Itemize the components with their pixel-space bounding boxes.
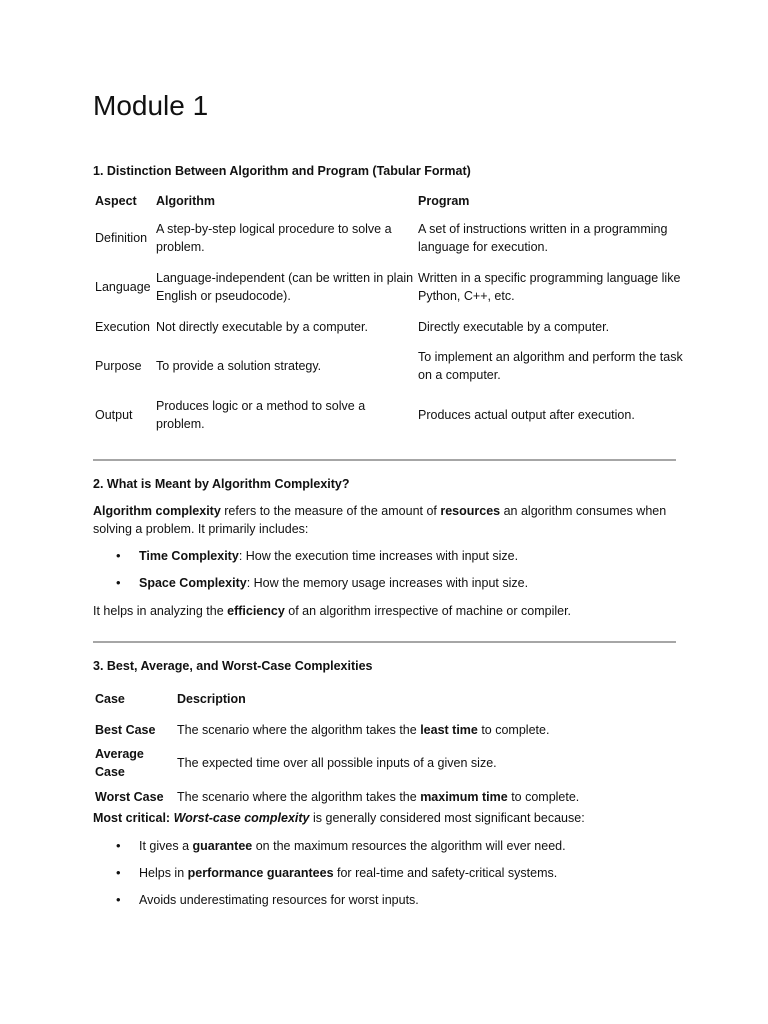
list-item-text: : How the execution time increases with input size. xyxy=(238,549,519,563)
list-item xyxy=(93,547,528,574)
table-cell-aspect: Language xyxy=(95,279,151,294)
case-description xyxy=(175,745,581,781)
paragraph-text: refers to the measure of the amount of xyxy=(220,504,441,518)
most-critical-paragraph xyxy=(93,809,668,827)
bullet-icon: • xyxy=(116,548,121,563)
table-header-row xyxy=(93,683,581,714)
bold-term: Time Complexity xyxy=(139,549,239,563)
description-text: The expected time over all possible inputs of a given size. xyxy=(177,756,497,770)
section1-heading: 1. Distinction Between Algorithm and Program (Tabular Format) xyxy=(93,164,471,178)
list-item xyxy=(93,864,566,891)
table-row xyxy=(93,214,685,262)
case-name: Average Case xyxy=(95,747,144,779)
table-cell-program: Written in a specific programming language like Python, C++, etc. xyxy=(418,270,681,303)
bold-term: Algorithm complexity xyxy=(93,504,221,518)
cases-table xyxy=(93,683,581,812)
table-cell-program: Directly executable by a computer. xyxy=(418,319,610,334)
description-text: The scenario where the algorithm takes the xyxy=(177,722,421,737)
section2-heading: 2. What is Meant by Algorithm Complexity? xyxy=(93,477,350,491)
bullet-icon: • xyxy=(116,865,121,880)
complexity-definition-paragraph xyxy=(93,502,668,538)
paragraph-text: an algorithm consumes when solving a problem. It primarily includes: xyxy=(93,504,667,536)
bold-term: maximum time xyxy=(420,789,508,804)
section-divider xyxy=(93,459,676,461)
list-item-text: Helps in xyxy=(139,866,188,880)
bold-term: least time xyxy=(420,722,478,737)
column-header-case: Case xyxy=(95,691,125,706)
page-title: Module 1 xyxy=(93,90,209,121)
description-text: The scenario where the algorithm takes the xyxy=(177,789,421,804)
list-item xyxy=(93,891,566,918)
table-cell-aspect: Output xyxy=(95,407,133,422)
list-item-text: : How the memory usage increases with input size. xyxy=(246,576,529,590)
section3-heading: 3. Best, Average, and Worst-Case Complexities xyxy=(93,659,373,673)
description-text: to complete. xyxy=(477,722,550,737)
list-item-text: on the maximum resources the algorithm will ever need. xyxy=(252,839,566,853)
paragraph-text: It helps in analyzing the xyxy=(93,604,228,618)
worst-case-reasons-list xyxy=(93,837,566,918)
paragraph-text: is generally considered most significant because: xyxy=(309,811,585,825)
column-header-description: Description xyxy=(177,691,246,706)
table-row xyxy=(93,781,581,812)
table-cell-aspect: Purpose xyxy=(95,359,142,373)
table-cell-program: To implement an algorithm and perform the task on a computer. xyxy=(418,350,683,382)
comparison-table xyxy=(93,188,685,439)
bold-term: guarantee xyxy=(192,839,253,853)
table-cell-program: A set of instructions written in a programming language for execution. xyxy=(418,222,668,254)
list-item-text: for real-time and safety-critical systems. xyxy=(333,866,558,880)
table-header-row xyxy=(93,188,685,214)
list-item xyxy=(93,837,566,864)
bold-term: efficiency xyxy=(227,604,285,618)
table-row xyxy=(93,262,685,311)
description-text: to complete. xyxy=(507,789,580,804)
table-cell-algorithm: Language-independent (can be written in plain English or pseudocode). xyxy=(156,270,414,303)
table-row xyxy=(93,342,685,390)
table-cell-algorithm: Not directly executable by a computer. xyxy=(156,319,368,334)
emphasized-term: Worst-case complexity xyxy=(173,811,310,825)
paragraph-text: of an algorithm irrespective of machine or compiler. xyxy=(284,604,572,618)
bullet-icon: • xyxy=(116,838,121,853)
table-row xyxy=(93,311,685,342)
bullet-icon: • xyxy=(116,575,121,590)
bold-label: Most critical: xyxy=(93,811,174,825)
column-header-aspect: Aspect xyxy=(95,194,137,208)
table-cell-algorithm: A step-by-step logical procedure to solve a problem. xyxy=(156,222,392,254)
table-cell-aspect: Execution xyxy=(95,319,150,334)
bold-term: resources xyxy=(440,504,501,518)
table-cell-algorithm: Produces logic or a method to solve a problem. xyxy=(156,398,366,431)
case-description xyxy=(175,714,581,745)
column-header-program: Program xyxy=(418,194,470,208)
list-item xyxy=(93,574,528,601)
list-item-text: Avoids underestimating resources for worst inputs. xyxy=(139,893,419,907)
table-row xyxy=(93,714,581,745)
table-row xyxy=(93,745,581,781)
efficiency-paragraph xyxy=(93,602,668,620)
table-cell-aspect: Definition xyxy=(95,231,148,245)
case-name: Worst Case xyxy=(95,789,164,804)
table-cell-program: Produces actual output after execution. xyxy=(418,407,635,422)
section-divider xyxy=(93,641,676,643)
case-name: Best Case xyxy=(95,722,156,737)
bold-term: Space Complexity xyxy=(139,576,247,590)
table-cell-algorithm: To provide a solution strategy. xyxy=(156,359,322,373)
bullet-icon: • xyxy=(116,892,121,907)
list-item-text: It gives a xyxy=(139,839,193,853)
bold-term: performance guarantees xyxy=(187,866,334,880)
case-description xyxy=(175,781,581,812)
column-header-algorithm: Algorithm xyxy=(156,194,216,208)
table-row xyxy=(93,390,685,439)
complexity-types-list xyxy=(93,547,528,601)
